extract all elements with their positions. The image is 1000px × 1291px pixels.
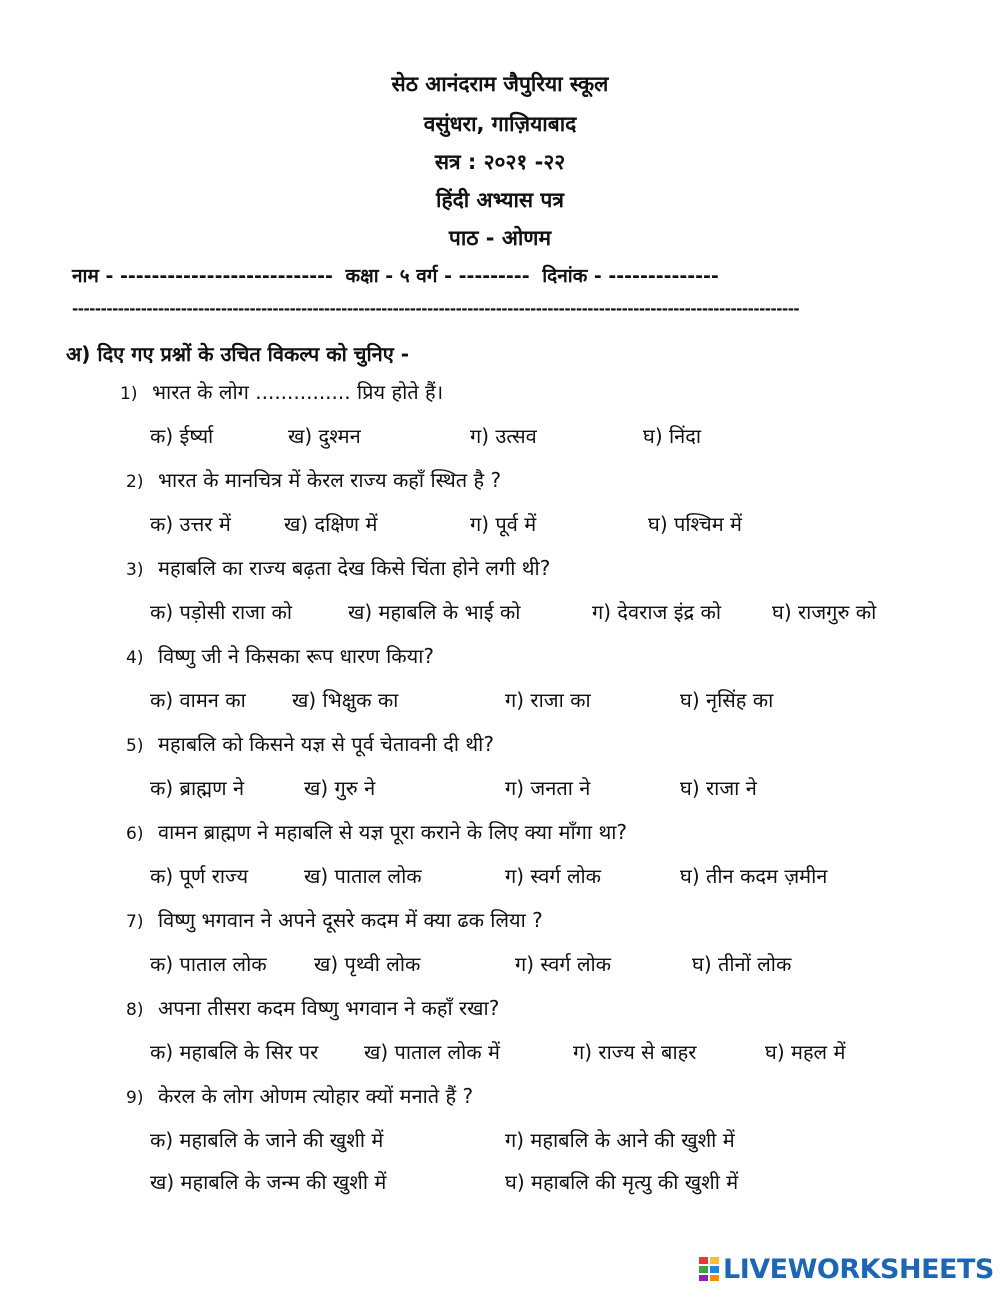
section-title: अ) दिए गए प्रश्नों के उचित विकल्प को चुनिए -	[66, 342, 410, 366]
question-text: विष्णु जी ने किसका रूप धारण किया?	[158, 644, 435, 668]
lesson-title: पाठ - ओणम	[448, 226, 552, 250]
option[interactable]: क) वामन का	[150, 688, 246, 712]
option[interactable]: ग) स्वर्ग लोक	[515, 952, 612, 976]
question-text: वामन ब्राह्मण ने महाबलि से यज्ञ पूरा कराने के लिए क्या माँगा था?	[158, 820, 628, 844]
student-info-line	[72, 262, 952, 288]
question-number: 3)	[126, 560, 144, 580]
question-3	[126, 554, 550, 581]
liveworksheets-logo[interactable]	[698, 1254, 994, 1284]
option[interactable]: ग) राजा का	[505, 688, 591, 712]
option[interactable]: ग) उत्सव	[470, 424, 537, 448]
option[interactable]: घ) राजा ने	[680, 776, 757, 800]
option[interactable]: ख) दुश्मन	[288, 424, 361, 448]
question-9	[126, 1082, 473, 1109]
question-4	[126, 642, 434, 669]
question-number: 2)	[126, 472, 144, 492]
option[interactable]: ग) पूर्व में	[470, 512, 537, 536]
question-text: महाबलि को किसने यज्ञ से पूर्व चेतावनी दी थी?	[158, 732, 494, 756]
question-number: 7)	[126, 912, 144, 932]
option[interactable]: क) पूर्ण राज्य	[150, 864, 249, 888]
question-number: 4)	[126, 648, 144, 668]
option[interactable]: घ) महल में	[765, 1040, 846, 1064]
question-number: 6)	[126, 824, 144, 844]
question-text: महाबलि का राज्य बढ़ता देख किसे चिंता होने लगी थी?	[158, 556, 551, 580]
liveworksheets-logo-text: LIVEWORKSHEETS	[723, 1253, 994, 1285]
divider-line: -------------------------------------------------------------------------------------------------------------------------------	[72, 300, 800, 318]
option[interactable]: ग) महाबलि के आने की खुशी में	[505, 1128, 735, 1152]
option[interactable]: ख) पाताल लोक	[304, 864, 422, 888]
date-field[interactable]: दिनांक - --------------	[542, 265, 719, 287]
question-8	[126, 994, 499, 1021]
option[interactable]: ग) स्वर्ग लोक	[505, 864, 602, 888]
option[interactable]: घ) तीनों लोक	[692, 952, 792, 976]
option[interactable]: क) उत्तर में	[150, 512, 231, 536]
question-text: भारत के मानचित्र में केरल राज्य कहाँ स्थित है ?	[158, 468, 502, 492]
option[interactable]: घ) पश्चिम में	[648, 512, 742, 536]
option[interactable]: ख) पाताल लोक में	[364, 1040, 500, 1064]
school-location: वसुंधरा, गाज़ियाबाद	[423, 112, 577, 136]
sheet-title: हिंदी अभ्यास पत्र	[436, 188, 564, 212]
option[interactable]: ग) राज्य से बाहर	[573, 1040, 697, 1064]
option[interactable]: ख) महाबलि के भाई को	[348, 600, 521, 624]
option[interactable]: ख) गुरु ने	[304, 776, 376, 800]
option[interactable]: घ) तीन कदम ज़मीन	[680, 864, 828, 888]
option[interactable]: घ) निंदा	[643, 424, 702, 448]
question-number: 9)	[126, 1088, 144, 1108]
option[interactable]: क) ब्राह्मण ने	[150, 776, 245, 800]
option[interactable]: घ) महाबलि की मृत्यु की खुशी में	[505, 1170, 739, 1194]
option[interactable]: ग) देवराज इंद्र को	[592, 600, 722, 624]
liveworksheets-logo-icon	[698, 1256, 720, 1282]
option[interactable]: क) पाताल लोक	[150, 952, 267, 976]
option[interactable]: क) ईर्ष्या	[150, 424, 214, 448]
option[interactable]: ख) पृथ्वी लोक	[314, 952, 421, 976]
question-6	[126, 818, 627, 845]
option[interactable]: ख) दक्षिण में	[284, 512, 378, 536]
name-field[interactable]: नाम - ---------------------------	[72, 265, 333, 287]
school-name: सेठ आनंदराम जैपुरिया स्कूल	[391, 72, 609, 96]
option[interactable]: क) महाबलि के सिर पर	[150, 1040, 319, 1064]
option[interactable]: घ) नृसिंह का	[680, 688, 774, 712]
question-7	[126, 906, 543, 933]
option[interactable]: क) महाबलि के जाने की खुशी में	[150, 1128, 384, 1152]
option[interactable]: ख) भिक्षुक का	[292, 688, 399, 712]
option[interactable]: ग) जनता ने	[505, 776, 591, 800]
question-number: 5)	[126, 736, 144, 756]
class-field[interactable]: कक्षा - ५ वर्ग - ---------	[345, 265, 530, 287]
question-text: विष्णु भगवान ने अपने दूसरे कदम में क्या ढक लिया ?	[158, 908, 543, 932]
question-1	[120, 378, 443, 405]
question-2	[126, 466, 501, 493]
question-text: भारत के लोग ............... प्रिय होते हैं।	[152, 380, 444, 404]
session: सत्र : २०२१ -२२	[434, 150, 566, 174]
question-5	[126, 730, 494, 757]
question-text: केरल के लोग ओणम त्योहार क्यों मनाते हैं ?	[158, 1084, 474, 1108]
question-number: 1)	[120, 384, 138, 404]
option[interactable]: क) पड़ोसी राजा को	[150, 600, 293, 624]
option[interactable]: ख) महाबलि के जन्म की खुशी में	[150, 1170, 387, 1194]
question-text: अपना तीसरा कदम विष्णु भगवान ने कहाँ रखा?	[158, 996, 500, 1020]
option[interactable]: घ) राजगुरु को	[772, 600, 877, 624]
question-number: 8)	[126, 1000, 144, 1020]
